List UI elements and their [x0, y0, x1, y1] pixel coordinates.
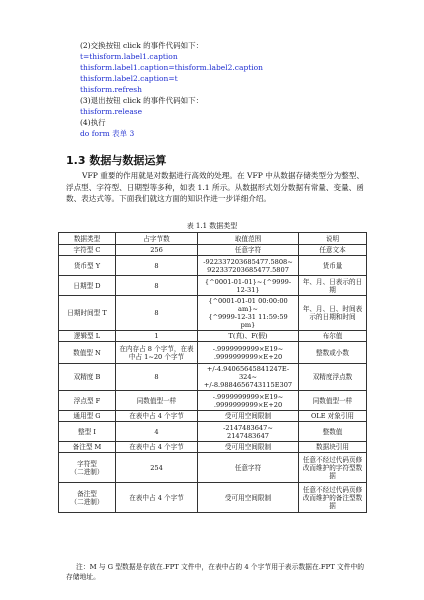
table-cell: OLE 对象引用 — [299, 411, 367, 422]
table-cell: 在内存占 8 个字节，在表中占 1~20 个字节 — [116, 342, 198, 364]
table-cell: 受可用空间限制 — [198, 483, 299, 513]
code-line: do form 表单 3 — [80, 129, 135, 138]
table-cell: -.9999999999×E19~ .9999999999×E+20 — [198, 342, 299, 364]
code-listing — [80, 40, 263, 139]
table-row — [59, 453, 367, 483]
table-cell: 任意不经过代码页修改而维护的备注型数据 — [299, 483, 367, 513]
table-note: 注：M 与 G 型数据是存放在.FPT 文件中，在表中占的 4 个字节用于表示数据在.FPT 文件中的存储地址。 — [66, 563, 365, 581]
table-cell: 备注型 （二进制） — [59, 483, 116, 513]
table-row — [59, 442, 367, 453]
table-header-row — [59, 233, 367, 245]
table-header-cell: 数据类型 — [59, 233, 116, 245]
table-cell: 年、月、日、时间表示的日期和时间 — [299, 296, 367, 331]
table-row — [59, 422, 367, 442]
table-cell: 8 — [116, 296, 198, 331]
table-cell: 年、月、日表示的日期 — [299, 276, 367, 296]
table-cell: -.9999999999×E19~ .9999999999×E+20 — [198, 391, 299, 411]
table-row — [59, 245, 367, 256]
table-cell: 同数值型一样 — [299, 391, 367, 411]
table-cell: 在表中占 4 个字节 — [116, 442, 198, 453]
table-cell: 字符型 （二进制） — [59, 453, 116, 483]
table-caption: 表 1.1 数据类型 — [186, 222, 238, 230]
table-cell: 整型 I — [59, 422, 116, 442]
table-cell: 在表中占 4 个字节 — [116, 483, 198, 513]
table-cell: 1 — [116, 331, 198, 342]
table-row — [59, 276, 367, 296]
table-cell: 数据块引用 — [299, 442, 367, 453]
table-cell: 整数或小数 — [299, 342, 367, 364]
code-line: (2)交换按钮 click 的事件代码如下： — [80, 41, 204, 50]
table-header-cell: 占字节数 — [116, 233, 198, 245]
table-row — [59, 256, 367, 276]
table-cell: 日期时间型 T — [59, 296, 116, 331]
code-line: (4)执行 — [80, 118, 106, 127]
table-cell: 任意文本 — [299, 245, 367, 256]
table-cell: 同数值型一样 — [116, 391, 198, 411]
table-cell: 通用型 G — [59, 411, 116, 422]
code-line: t=thisform.label1.caption — [80, 52, 178, 61]
table-cell: {^0001-01-01 00:00:00 am}~ {^9999-12-31 11:59:59 pm} — [198, 296, 299, 331]
table-header-cell: 取值范围 — [198, 233, 299, 245]
data-type-table — [58, 232, 367, 513]
code-line: thisform.refresh — [80, 85, 142, 94]
table-cell: {^0001-01-01}~{^9999-12-31} — [198, 276, 299, 296]
table-cell: 256 — [116, 245, 198, 256]
table-cell: -2147483647~ 2147483647 — [198, 422, 299, 442]
section-heading: 1.3 数据与数据运算 — [66, 154, 167, 167]
table-row — [59, 296, 367, 331]
code-line: thisform.release — [80, 107, 143, 116]
table-cell: 4 — [116, 422, 198, 442]
table-row — [59, 391, 367, 411]
table-row — [59, 331, 367, 342]
table-cell: 浮点型 F — [59, 391, 116, 411]
table-cell: 字符型 C — [59, 245, 116, 256]
table-cell: 任意字符 — [198, 245, 299, 256]
table-cell: 货币型 Y — [59, 256, 116, 276]
table-cell: 8 — [116, 364, 198, 391]
table-cell: T(真)、F(假) — [198, 331, 299, 342]
code-line: thisform.label1.caption=thisform.label2.caption — [80, 63, 264, 72]
table-cell: +/-4.94065645841247E-324~ +/-8.9884656743115E307 — [198, 364, 299, 391]
table-cell: 双精度浮点数 — [299, 364, 367, 391]
table-cell: 双精度 B — [59, 364, 116, 391]
table-cell: 货币量 — [299, 256, 367, 276]
table-cell: 日期型 D — [59, 276, 116, 296]
table-row — [59, 483, 367, 513]
table-cell: 数值型 N — [59, 342, 116, 364]
table-cell: 8 — [116, 276, 198, 296]
table-cell: 整数值 — [299, 422, 367, 442]
table-row — [59, 342, 367, 364]
table-cell: 在表中占 4 个字节 — [116, 411, 198, 422]
table-cell: -922337203685477.5808~ 922337203685477.5807 — [198, 256, 299, 276]
table-cell: 受可用空间限制 — [198, 442, 299, 453]
table-row — [59, 364, 367, 391]
table-cell: 受可用空间限制 — [198, 411, 299, 422]
table-header-cell: 说明 — [299, 233, 367, 245]
table-cell: 254 — [116, 453, 198, 483]
code-line: thisform.label2.caption=t — [80, 74, 178, 83]
table-cell: 备注型 M — [59, 442, 116, 453]
table-row — [59, 411, 367, 422]
code-line: (3)退出按钮 click 的事件代码如下： — [80, 96, 204, 105]
intro-paragraph: VFP 重要的作用就是对数据进行高效的处理。在 VFP 中从数据存储类型分为整型、浮点型、字符型、日期型等多种，如表 1.1 所示。从数据形式划分数据有常量、变量、函数、表达式等。下面我们就这方面的知识作进一步详细介绍。 — [66, 171, 364, 203]
table-cell: 逻辑型 L — [59, 331, 116, 342]
table-cell: 8 — [116, 256, 198, 276]
table-body — [59, 245, 367, 513]
table-cell: 布尔值 — [299, 331, 367, 342]
table-cell: 任意字符 — [198, 453, 299, 483]
table-cell: 任意不经过代码页修改而维护的字符型数据 — [299, 453, 367, 483]
